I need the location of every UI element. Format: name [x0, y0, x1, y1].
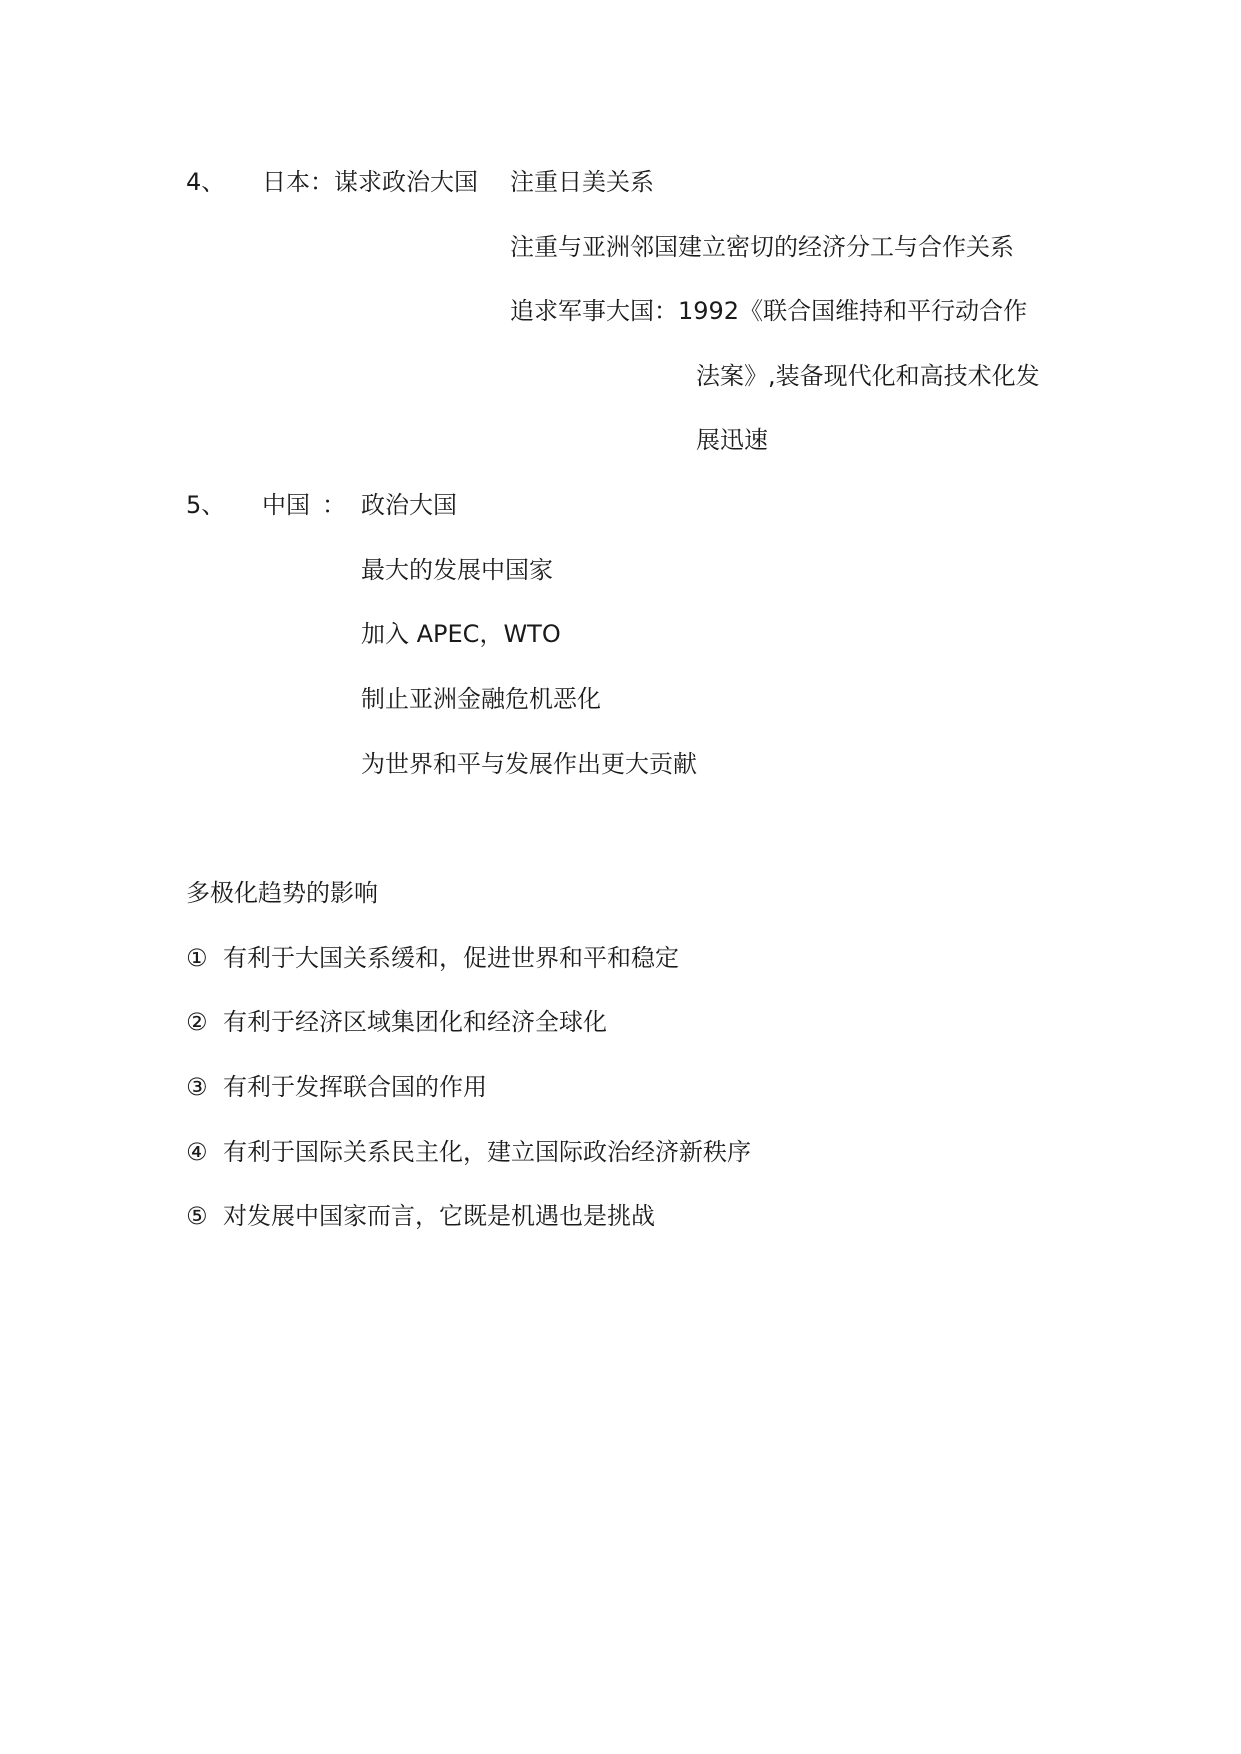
impact-title: 多极化趋势的影响	[186, 879, 378, 907]
impact-marker: ④	[186, 1138, 208, 1166]
impact-item: 有利于经济区域集团化和经济全球化	[223, 1008, 607, 1036]
impact-item: 对发展中国家而言，它既是机遇也是挑战	[223, 1202, 655, 1230]
policy-line: 注重与亚洲邻国建立密切的经济分工与合作关系	[510, 233, 1014, 261]
heading-colon: ：	[322, 491, 346, 519]
policy-line: 最大的发展中国家	[361, 556, 553, 584]
policy-line: 法案》,装备现代化和高技术化发	[696, 362, 1040, 390]
policy-line: 加入 APEC，WTO	[361, 620, 561, 648]
policy-line: 追求军事大国：1992《联合国维持和平行动合作	[510, 297, 1028, 325]
policy-line: 制止亚洲金融危机恶化	[361, 685, 601, 713]
impact-marker: ③	[186, 1073, 208, 1101]
policy-line: 政治大国	[361, 491, 457, 519]
impact-item: 有利于大国关系缓和，促进世界和平和稳定	[223, 944, 679, 972]
impact-marker: ②	[186, 1008, 208, 1036]
impact-item: 有利于发挥联合国的作用	[223, 1073, 487, 1101]
policy-line: 注重日美关系	[510, 168, 654, 196]
section-number: 4、	[186, 168, 226, 196]
section-heading: 日本：谋求政治大国	[262, 168, 478, 196]
policy-line: 展迅速	[696, 426, 768, 454]
impact-marker: ⑤	[186, 1202, 208, 1230]
policy-line: 为世界和平与发展作出更大贡献	[361, 750, 697, 778]
section-heading: 中国	[262, 491, 310, 519]
impact-marker: ①	[186, 944, 208, 972]
section-number: 5、	[186, 491, 226, 519]
impact-item: 有利于国际关系民主化，建立国际政治经济新秩序	[223, 1138, 751, 1166]
